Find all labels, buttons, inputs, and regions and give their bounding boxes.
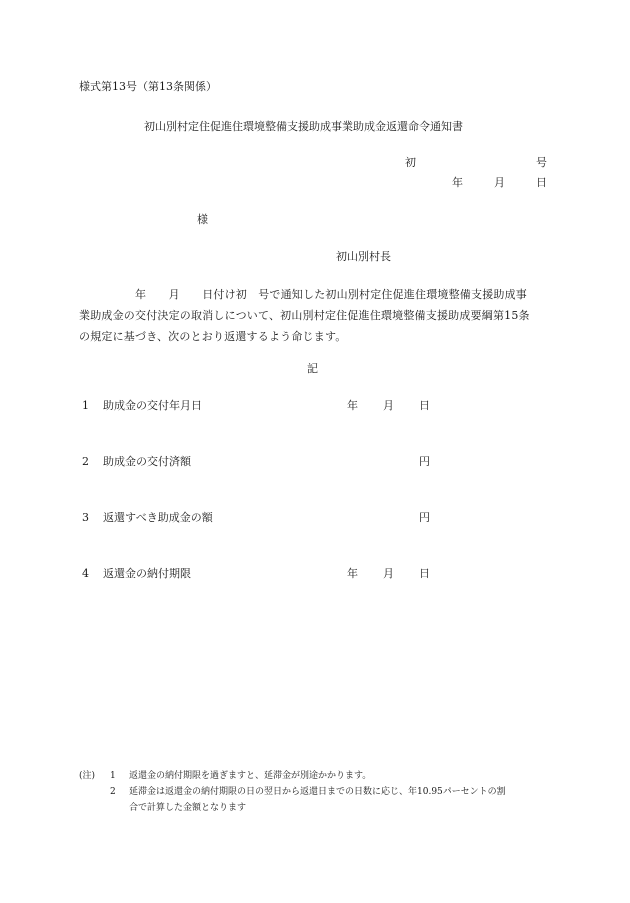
item-2-unit: 円 [419, 455, 430, 468]
date-year-label: 年 [452, 176, 463, 189]
body-line-2: 業助成金の交付決定の取消しについて、初山別村定住促進住環境整備支援助成要綱第15条 [79, 309, 530, 322]
document-title: 初山別村定住促進住環境整備支援助成事業助成金返還命令通知書 [144, 120, 463, 133]
note-2-text-line-1: 延滞金は返還金の納付期限の日の翌日から返還日までの日数に応じ、年10.95パーセントの割 [129, 787, 506, 797]
issuer: 初山別村長 [336, 250, 391, 263]
item-3-unit: 円 [419, 511, 430, 524]
item-1-label: 助成金の交付年月日 [103, 399, 202, 412]
item-3-number: 3 [82, 511, 89, 524]
body-line-3: の規定に基づき、次のとおり返還するよう命じます。 [79, 330, 347, 343]
item-1-number: 1 [82, 399, 89, 412]
item-3-label: 返還すべき助成金の額 [103, 511, 213, 524]
note-1-text: 返還金の納付期限を過ぎますと、延滞金が別途かかります。 [129, 771, 372, 781]
item-4-number: 4 [82, 567, 89, 580]
item-2-label: 助成金の交付済額 [103, 455, 191, 468]
item-4-year-label: 年 [347, 567, 358, 580]
ki-heading: 記 [307, 362, 318, 375]
item-4-day-label: 日 [419, 567, 430, 580]
body-line-1: 年 月 日付け初 号で通知した初山別村定住促進住環境整備支援助成事 [135, 288, 527, 301]
item-1-day-label: 日 [419, 399, 430, 412]
note-2-number: 2 [110, 787, 116, 797]
date-day-label: 日 [536, 176, 547, 189]
item-4-label: 返還金の納付期限 [103, 567, 191, 580]
doc-number-prefix: 初 [405, 156, 416, 169]
date-month-label: 月 [494, 176, 505, 189]
recipient-honorific: 様 [197, 213, 208, 226]
form-number: 様式第13号（第13条関係） [79, 80, 217, 93]
item-4-month-label: 月 [383, 567, 394, 580]
item-1-year-label: 年 [347, 399, 358, 412]
doc-number-suffix: 号 [536, 156, 547, 169]
note-prefix: (注) [79, 771, 96, 781]
note-2-text-line-2: 合で計算した金額となります [129, 803, 247, 813]
item-2-number: 2 [82, 455, 89, 468]
item-1-month-label: 月 [383, 399, 394, 412]
note-1-number: 1 [110, 771, 116, 781]
